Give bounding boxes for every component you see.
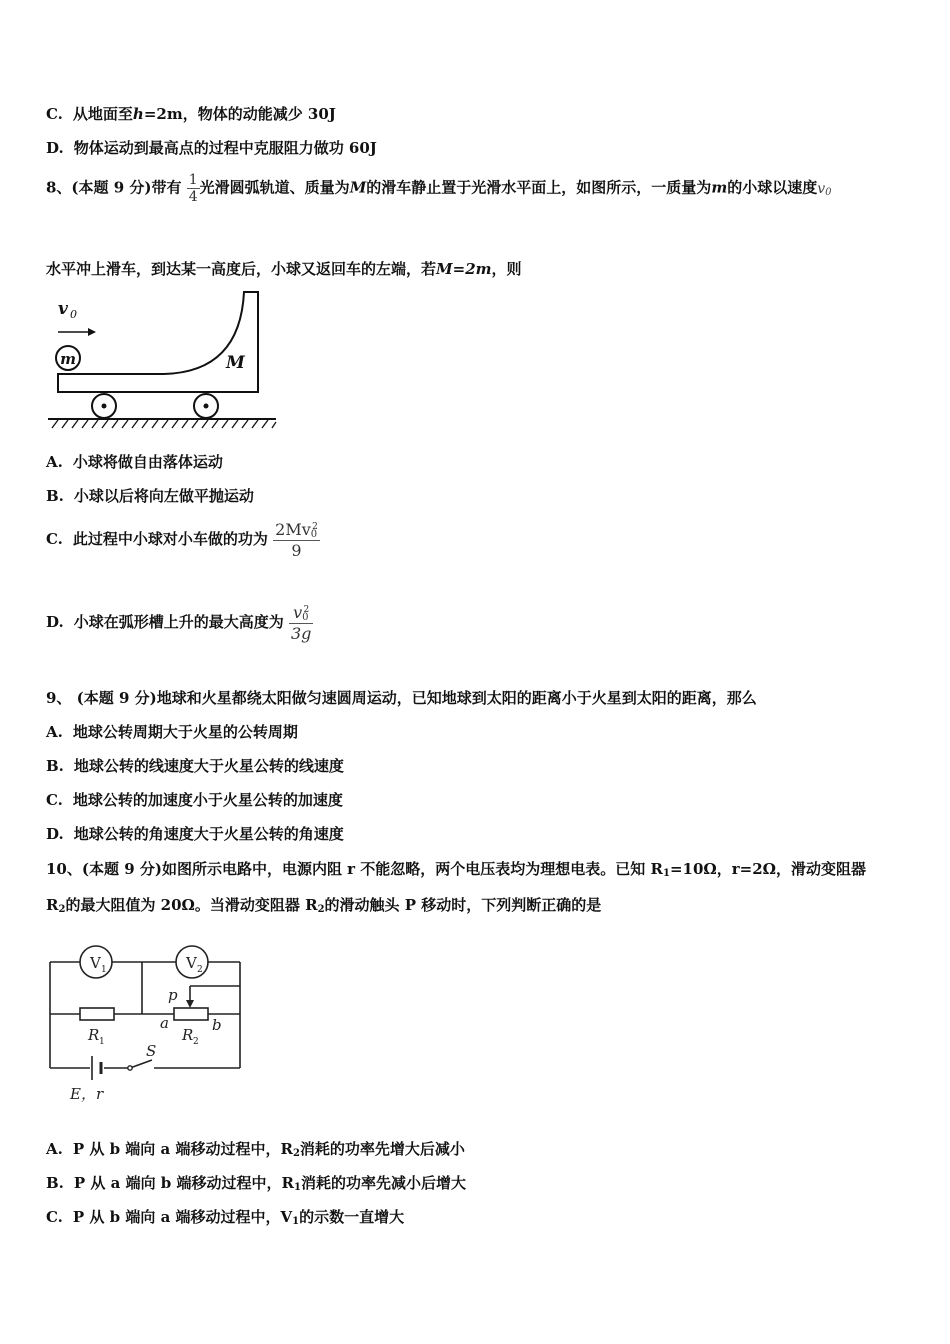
- svg-text:m: m: [60, 350, 76, 368]
- circuit-figure: [44, 936, 250, 1106]
- q10-option-b: B. P 从 a 端向 b 端移动过程中，$R_1$消耗的功率先减小后增大: [46, 1174, 466, 1193]
- svg-text:1: 1: [99, 1037, 105, 1047]
- label-er: E，r: [70, 1085, 104, 1103]
- svg-text:0: 0: [70, 308, 77, 321]
- quarter-fraction: $\frac{1}{4}$: [188, 172, 198, 205]
- resistor-r1: [80, 1008, 114, 1020]
- v0-symbol: $v_0$: [817, 180, 832, 198]
- cart-body: [58, 292, 258, 392]
- battery: [92, 1056, 101, 1080]
- switch-pivot: [128, 1066, 132, 1070]
- q10-option-a: A. P 从 b 端向 a 端移动过程中，$R_2$消耗的功率先增大后减小: [46, 1140, 465, 1159]
- q9-option-a: A. 地球公转周期大于火星的公转周期: [46, 723, 298, 741]
- q8-option-d: D. 小球在弧形槽上升的最大高度为 $\frac{v_0^2}{3g}$: [46, 603, 312, 643]
- wheel-right: [194, 394, 218, 418]
- height-fraction: $\frac{v_0^2}{3g}$: [290, 603, 312, 643]
- svg-text:V: V: [186, 954, 197, 972]
- q8-stem-line1: 8、(本题 9 分)带有 $\frac{1}{4}$ 光滑圆弧轨道、质量为M的滑车静止置于光滑水平面上，如图所示，一质量为m的小球以速度$v_0$: [46, 172, 832, 205]
- wheel-left: [92, 394, 116, 418]
- label-a: a: [160, 1014, 169, 1032]
- q9-option-c: C. 地球公转的加速度小于火星公转的加速度: [46, 791, 343, 809]
- cart-ball-figure: [44, 288, 280, 434]
- svg-text:2: 2: [193, 1037, 199, 1047]
- q7-option-c: C. 从地面至h=2m，物体的动能减少 30J: [46, 105, 336, 123]
- q10-stem-line1: 10、(本题 9 分)如图所示电路中，电源内阻 r 不能忽略，两个电压表均为理想电表。已知 $R_1=10\Omega$，r=2Ω，滑动变阻器: [46, 860, 867, 879]
- q9-option-b: B. 地球公转的线速度大于火星公转的线速度: [46, 757, 344, 775]
- q10-option-c: C. P 从 b 端向 a 端移动过程中，$V_1$的示数一直增大: [46, 1208, 405, 1227]
- q9-stem: 9、 (本题 9 分)地球和火星都绕太阳做匀速圆周运动，已知地球到太阳的距离小于火星到太阳的距离，那么: [46, 689, 757, 707]
- svg-text:1: 1: [101, 965, 107, 975]
- q7-option-d: D. 物体运动到最高点的过程中克服阻力做功 60J: [46, 139, 377, 157]
- label-s: S: [146, 1042, 157, 1060]
- q8-stem-line2: 水平冲上滑车，到达某一高度后，小球又返回车的左端，若M=2m，则: [46, 260, 522, 278]
- voltmeter-v1: [80, 946, 112, 978]
- label-b: b: [212, 1016, 222, 1034]
- q10-stem-line2: $R_2$的最大阻值为 20Ω。当滑动变阻器 $R_2$的滑动触头 P 移动时，下列判断正确的是: [46, 896, 602, 915]
- q8-option-a: A. 小球将做自由落体运动: [46, 453, 223, 471]
- label-r2: [181, 1026, 199, 1047]
- svg-text:2: 2: [197, 965, 203, 975]
- svg-text:R: R: [88, 1026, 100, 1044]
- q8-option-c: C. 此过程中小球对小车做的功为 $\frac{2Mv_0^2}{9}$: [46, 520, 318, 560]
- work-fraction: $\frac{2Mv_0^2}{9}$: [275, 520, 318, 560]
- ground: [48, 419, 276, 428]
- svg-text:V: V: [90, 954, 101, 972]
- v0-arrow: [58, 299, 96, 336]
- slider-arrow: [186, 1000, 194, 1008]
- resistor-r2: [174, 1008, 208, 1020]
- label-p: p: [168, 986, 178, 1004]
- q9-option-d: D. 地球公转的角速度大于火星公转的角速度: [46, 825, 344, 843]
- ball: [56, 346, 80, 370]
- svg-text:v: v: [58, 299, 68, 319]
- svg-text:R: R: [182, 1026, 194, 1044]
- cart-label: M: [226, 353, 245, 373]
- voltmeter-v2: [176, 946, 208, 978]
- label-r1: [87, 1026, 105, 1047]
- q8-option-b: B. 小球以后将向左做平抛运动: [46, 487, 254, 505]
